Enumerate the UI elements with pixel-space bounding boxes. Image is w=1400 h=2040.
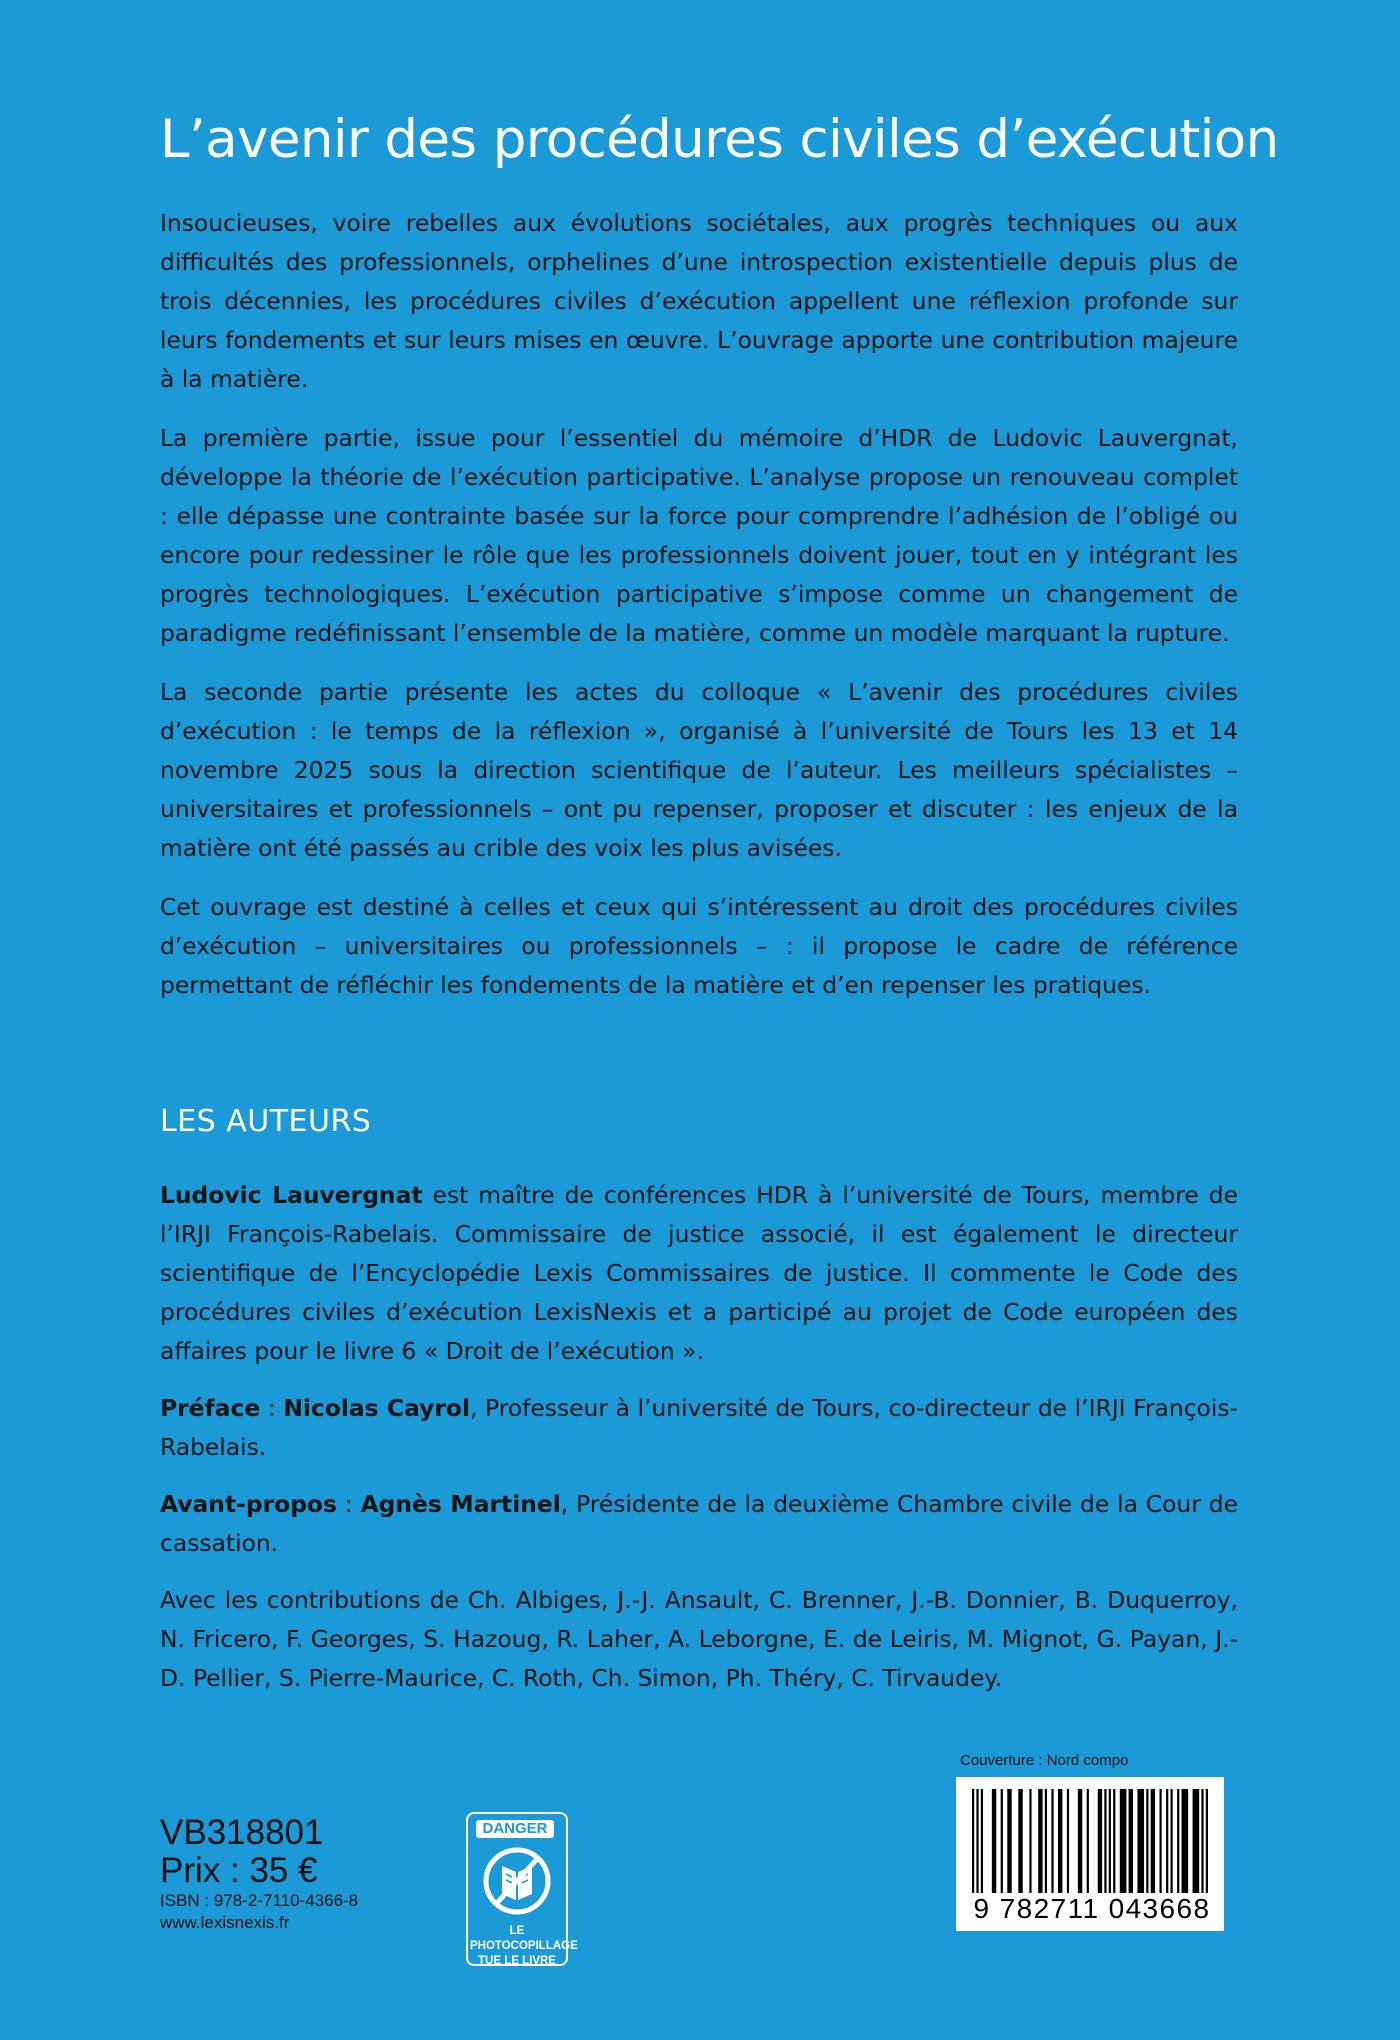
barcode-bar [1104, 1789, 1106, 1893]
publisher-website: www.lexisnexis.fr [160, 1913, 290, 1932]
barcode-bar [1182, 1789, 1189, 1893]
preface-author: Nicolas Cayrol [283, 1394, 471, 1422]
author-bio [160, 1176, 1238, 1371]
isbn: ISBN : 978-2-7110-4366-8 [160, 1891, 359, 1910]
barcode-bar [1001, 1789, 1003, 1893]
barcode-bar [1151, 1789, 1155, 1893]
authors-section [160, 1176, 1238, 1716]
barcode-bar [1109, 1789, 1111, 1893]
barcode-bar [1113, 1789, 1115, 1893]
summary-paragraph: La première partie, issue pour l’essentiel du mémoire d’HDR de Ludovic Lauvergnat, développe la théorie de l’exécution participative. L’analyse propose un renouveau complet : elle dépasse une contrainte basée sur la force pour comprendre l’adhésion de l’obligé ou encore pour redessiner le rôle que les professionnels doivent jouer, tout en y intégrant les progrès technologiques. L’exécution participative s’impose comme un changement de paradigme redéfinissant l’ensemble de la matière, comme un modèle marquant la rupture. [160, 424, 1238, 647]
contributors-list: Avec les contributions de Ch. Albiges, J.-J. Ansault, C. Brenner, J.-B. Donnier, B. Duquerroy, N. Fricero, F. Georges, S. Hazoug, R. Laher, A. Leborgne, E. de Leiris, M. Mignot, G. Payan, J.-D. Pellier, S. Pierre-Maurice, C. Roth, Ch. Simon, Ph. Théry, C. Tirvaudey. [160, 1586, 1238, 1692]
barcode-bar [1146, 1789, 1148, 1893]
avant-propos-author: Agnès Martinel [360, 1490, 561, 1518]
barcode-bar [1120, 1789, 1127, 1893]
barcode-bar [1067, 1789, 1069, 1893]
barcode-number: 9 782711 043668 [973, 1893, 1211, 1924]
avant-propos-label: Avant-propos [160, 1490, 337, 1518]
barcode-bar [972, 1789, 974, 1893]
preface-text: , Professeur à l’université de Tours, co-directeur de l’IRJI François-Rabelais. [160, 1394, 1238, 1461]
danger-caption [470, 1924, 578, 1969]
product-code: VB318801 [160, 1813, 324, 1852]
barcode-bar [1045, 1789, 1047, 1893]
barcode-bar [1193, 1789, 1200, 1893]
book-summary [160, 204, 1238, 1025]
summary-paragraph: La seconde partie présente les actes du colloque « L’avenir des procédures civiles d’exécution : le temps de la réflexion », organisé à l’université de Tours les 13 et 14 novembre 2025 sous la direction scientifique de l’auteur. Les meilleurs spécialistes – universitaires et professionnels – ont pu repenser, proposer et discuter : les enjeux de la matière ont été passés au crible des voix les plus avisées. [160, 678, 1238, 862]
barcode-bar [1129, 1789, 1133, 1893]
barcode-bar [981, 1789, 983, 1893]
barcode-bar [1177, 1789, 1179, 1893]
preface-label: Préface [160, 1394, 261, 1422]
price: Prix : 35 € [160, 1851, 318, 1890]
avant-propos-text: , Présidente de la deuxième Chambre civile de la Cour de cassation. [160, 1490, 1238, 1557]
barcode-bar [1098, 1789, 1102, 1893]
barcode-bar [1018, 1789, 1022, 1893]
barcode-bar [992, 1789, 996, 1893]
summary-paragraph: Cet ouvrage est destiné à celles et ceux qui s’intéressent au droit des procédures civiles d’exécution – universitaires ou professionnels – : il propose le cadre de référence permettant de réfléchir les fondements de la matière et d’en repenser les pratiques. [160, 893, 1238, 999]
barcode-bar [1058, 1789, 1062, 1893]
barcode [956, 1777, 1224, 1931]
barcode-bar [1159, 1789, 1161, 1893]
barcode-bar [1007, 1789, 1011, 1893]
barcode-bars [972, 1789, 1208, 1893]
barcode-bar [1166, 1789, 1168, 1893]
danger-caption-line: LE PHOTOCOPILLAGE [470, 1925, 578, 1952]
barcode-bar [1051, 1789, 1053, 1893]
danger-caption-line: TUE LE LIVRE [478, 1955, 556, 1967]
book-in-circle-icon [482, 1844, 552, 1918]
publisher-info [160, 1814, 358, 1934]
cover-credit: Couverture : Nord compo [960, 1752, 1129, 1769]
barcode-bar [1038, 1789, 1042, 1893]
barcode-bar [1201, 1789, 1203, 1893]
avant-propos-credit [160, 1485, 1238, 1563]
preface-separator: : [260, 1394, 284, 1422]
author-bio-text: est maître de conférences HDR à l’université de Tours, membre de l’IRJI François-Rabelais. Commissaire de justice associé, il est également le directeur scientifique de l’Encyclopédie Lexis Commissaires de justice. Il commente le Code des procédures civiles d’exécution LexisNexis et a participé au projet de Code européen des affaires pour le livre 6 « Droit de l’exécution ». [160, 1181, 1238, 1365]
avant-propos-separator: : [336, 1490, 361, 1518]
barcode-bar [1087, 1789, 1089, 1893]
photocopy-danger-logo [466, 1812, 578, 1967]
author-name: Ludovic Lauvergnat [160, 1181, 423, 1209]
barcode-bar [1206, 1789, 1208, 1893]
barcode-bar [976, 1789, 978, 1893]
barcode-bar [1029, 1789, 1031, 1893]
barcode-bar [1137, 1789, 1144, 1893]
barcode-bar [1078, 1789, 1082, 1893]
barcode-bar [1171, 1789, 1173, 1893]
summary-paragraph: Insoucieuses, voire rebelles aux évolutions sociétales, aux progrès techniques ou aux difficultés des professionnels, orphelines d’une introspection existentielle depuis plus de trois décennies, les procédures civiles d’exécution appellent une réflexion profonde sur leurs fondements et sur leurs mises en œuvre. L’ouvrage apporte une contribution majeure à la matière. [160, 209, 1238, 393]
book-title: L’avenir des procédures civiles d’exécution [160, 109, 1279, 170]
preface-credit [160, 1389, 1238, 1467]
authors-heading: LES AUTEURS [160, 1104, 372, 1139]
danger-label: DANGER [476, 1820, 554, 1838]
